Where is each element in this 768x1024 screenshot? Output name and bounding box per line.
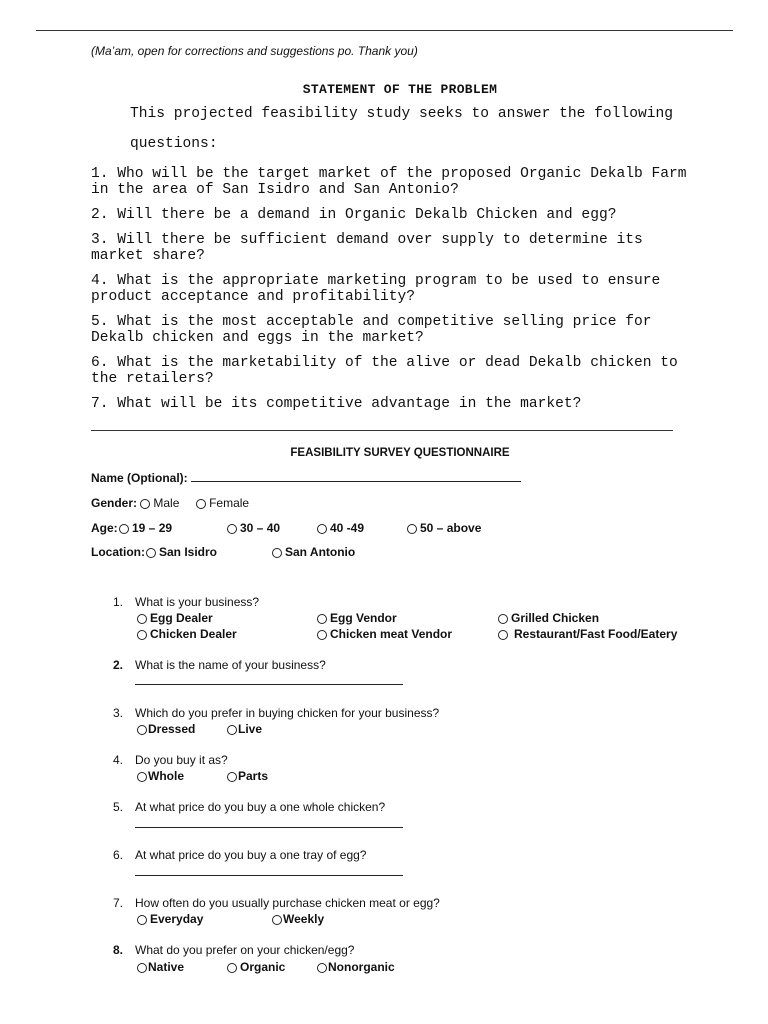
gender-male-label: Male (153, 496, 180, 510)
gender-row (91, 496, 249, 510)
q1-radio[interactable] (137, 614, 147, 624)
q4-option-whole[interactable]: Whole (137, 769, 184, 783)
q8-option-organic[interactable]: Organic (227, 960, 285, 974)
age-radio[interactable] (407, 524, 417, 534)
location-radio[interactable] (272, 548, 282, 558)
q1-option-egg-dealer[interactable]: Egg Dealer (137, 611, 213, 625)
section-separator (91, 418, 673, 431)
q1-option-grilled-chicken[interactable]: Grilled Chicken (498, 611, 599, 625)
q6-number: 6. (112, 848, 123, 862)
q1-option-restaurant[interactable]: Restaurant/Fast Food/Eatery (498, 627, 677, 641)
q2-answer-line[interactable] (135, 684, 403, 685)
problem-2: 2. Will there be a demand in Organic Dekalb Chicken and egg? (91, 207, 617, 223)
age-radio[interactable] (317, 524, 327, 534)
q6-text: At what price do you buy a one tray of egg? (135, 848, 367, 862)
name-label: Name (Optional): (91, 471, 188, 485)
problem-3-line-1: 3. Will there be sufficient demand over supply to determine its (91, 232, 643, 248)
q7-radio[interactable] (137, 915, 147, 925)
q4-radio[interactable] (137, 772, 147, 782)
author-note: (Ma’am, open for corrections and suggestions po. Thank you) (91, 44, 418, 58)
q7-option-everyday[interactable]: Everyday (137, 912, 203, 926)
q4-text: Do you buy it as? (135, 753, 228, 767)
problem-1-line-1: 1. Who will be the target market of the proposed Organic Dekalb Farm (91, 166, 687, 182)
q3-radio[interactable] (227, 725, 237, 735)
age-radio[interactable] (227, 524, 237, 534)
statement-heading: STATEMENT OF THE PROBLEM (302, 82, 498, 97)
q1-number: 1. (112, 595, 123, 609)
gender-female-label: Female (209, 496, 250, 510)
problem-1-line-2: in the area of San Isidro and San Antonio? (91, 182, 459, 198)
q1-radio[interactable] (498, 630, 508, 640)
q4-option-parts[interactable]: Parts (227, 769, 268, 783)
q8-text: What do you prefer on your chicken/egg? (135, 943, 355, 957)
q1-radio[interactable] (137, 630, 147, 640)
q7-radio[interactable] (272, 915, 282, 925)
age-option-3[interactable]: 40 -49 (317, 521, 364, 535)
q8-radio[interactable] (137, 963, 147, 973)
intro-line-1: This projected feasibility study seeks to answer the following (130, 106, 673, 122)
q8-radio[interactable] (317, 963, 327, 973)
problem-4-line-1: 4. What is the appropriate marketing program to be used to ensure (91, 273, 661, 289)
age-option-2[interactable]: 30 – 40 (227, 521, 280, 535)
problem-6-line-2: the retailers? (91, 371, 214, 387)
q1-radio[interactable] (317, 630, 327, 640)
location-option-2[interactable]: San Antonio (272, 545, 355, 559)
q8-option-native[interactable]: Native (137, 960, 184, 974)
q3-option-dressed[interactable]: Dressed (137, 722, 195, 736)
q4-number: 4. (112, 753, 123, 767)
q1-option-egg-vendor[interactable]: Egg Vendor (317, 611, 397, 625)
q7-option-weekly[interactable]: Weekly (272, 912, 324, 926)
q3-number: 3. (112, 706, 123, 720)
name-field[interactable] (191, 471, 521, 482)
q2-number: 2. (112, 658, 123, 672)
problem-5-line-2: Dekalb chicken and eggs in the market? (91, 330, 424, 346)
q3-text: Which do you prefer in buying chicken for your business? (135, 706, 440, 720)
location-option-1[interactable]: San Isidro (146, 545, 217, 559)
q7-text: How often do you usually purchase chicken meat or egg? (135, 896, 440, 910)
q8-option-nonorganic[interactable]: Nonorganic (317, 960, 395, 974)
problem-7: 7. What will be its competitive advantage in the market? (91, 396, 582, 412)
q5-answer-line[interactable] (135, 827, 403, 828)
intro-line-2: questions: (130, 136, 218, 152)
q5-number: 5. (112, 800, 123, 814)
problem-3-line-2: market share? (91, 248, 205, 264)
location-label: Location: (91, 545, 145, 559)
gender-label: Gender: (91, 496, 138, 510)
q5-text: At what price do you buy a one whole chicken? (135, 800, 386, 814)
gender-male-radio[interactable] (140, 499, 150, 509)
q2-text: What is the name of your business? (135, 658, 326, 672)
q8-number: 8. (112, 943, 123, 957)
q7-number: 7. (112, 896, 123, 910)
age-radio[interactable] (119, 524, 129, 534)
q3-option-live[interactable]: Live (227, 722, 262, 736)
q4-radio[interactable] (227, 772, 237, 782)
q6-answer-line[interactable] (135, 875, 403, 876)
gender-female-radio[interactable] (196, 499, 206, 509)
location-radio[interactable] (146, 548, 156, 558)
q1-option-chicken-dealer[interactable]: Chicken Dealer (137, 627, 237, 641)
problem-5-line-1: 5. What is the most acceptable and competitive selling price for (91, 314, 652, 330)
problem-6-line-1: 6. What is the marketability of the alive or dead Dekalb chicken to (91, 355, 678, 371)
q1-text: What is your business? (135, 595, 260, 609)
problem-4-line-2: product acceptance and profitability? (91, 289, 416, 305)
q3-radio[interactable] (137, 725, 147, 735)
age-option-1[interactable]: 19 – 29 (119, 521, 172, 535)
age-label: Age: (91, 521, 118, 535)
survey-title: FEASIBILITY SURVEY QUESTIONNAIRE (290, 447, 510, 459)
q1-option-chicken-meat-vendor[interactable]: Chicken meat Vendor (317, 627, 452, 641)
age-option-4[interactable]: 50 – above (407, 521, 481, 535)
q8-radio[interactable] (227, 963, 237, 973)
q1-radio[interactable] (317, 614, 327, 624)
top-rule (36, 30, 733, 31)
q1-radio[interactable] (498, 614, 508, 624)
name-row (91, 471, 521, 485)
